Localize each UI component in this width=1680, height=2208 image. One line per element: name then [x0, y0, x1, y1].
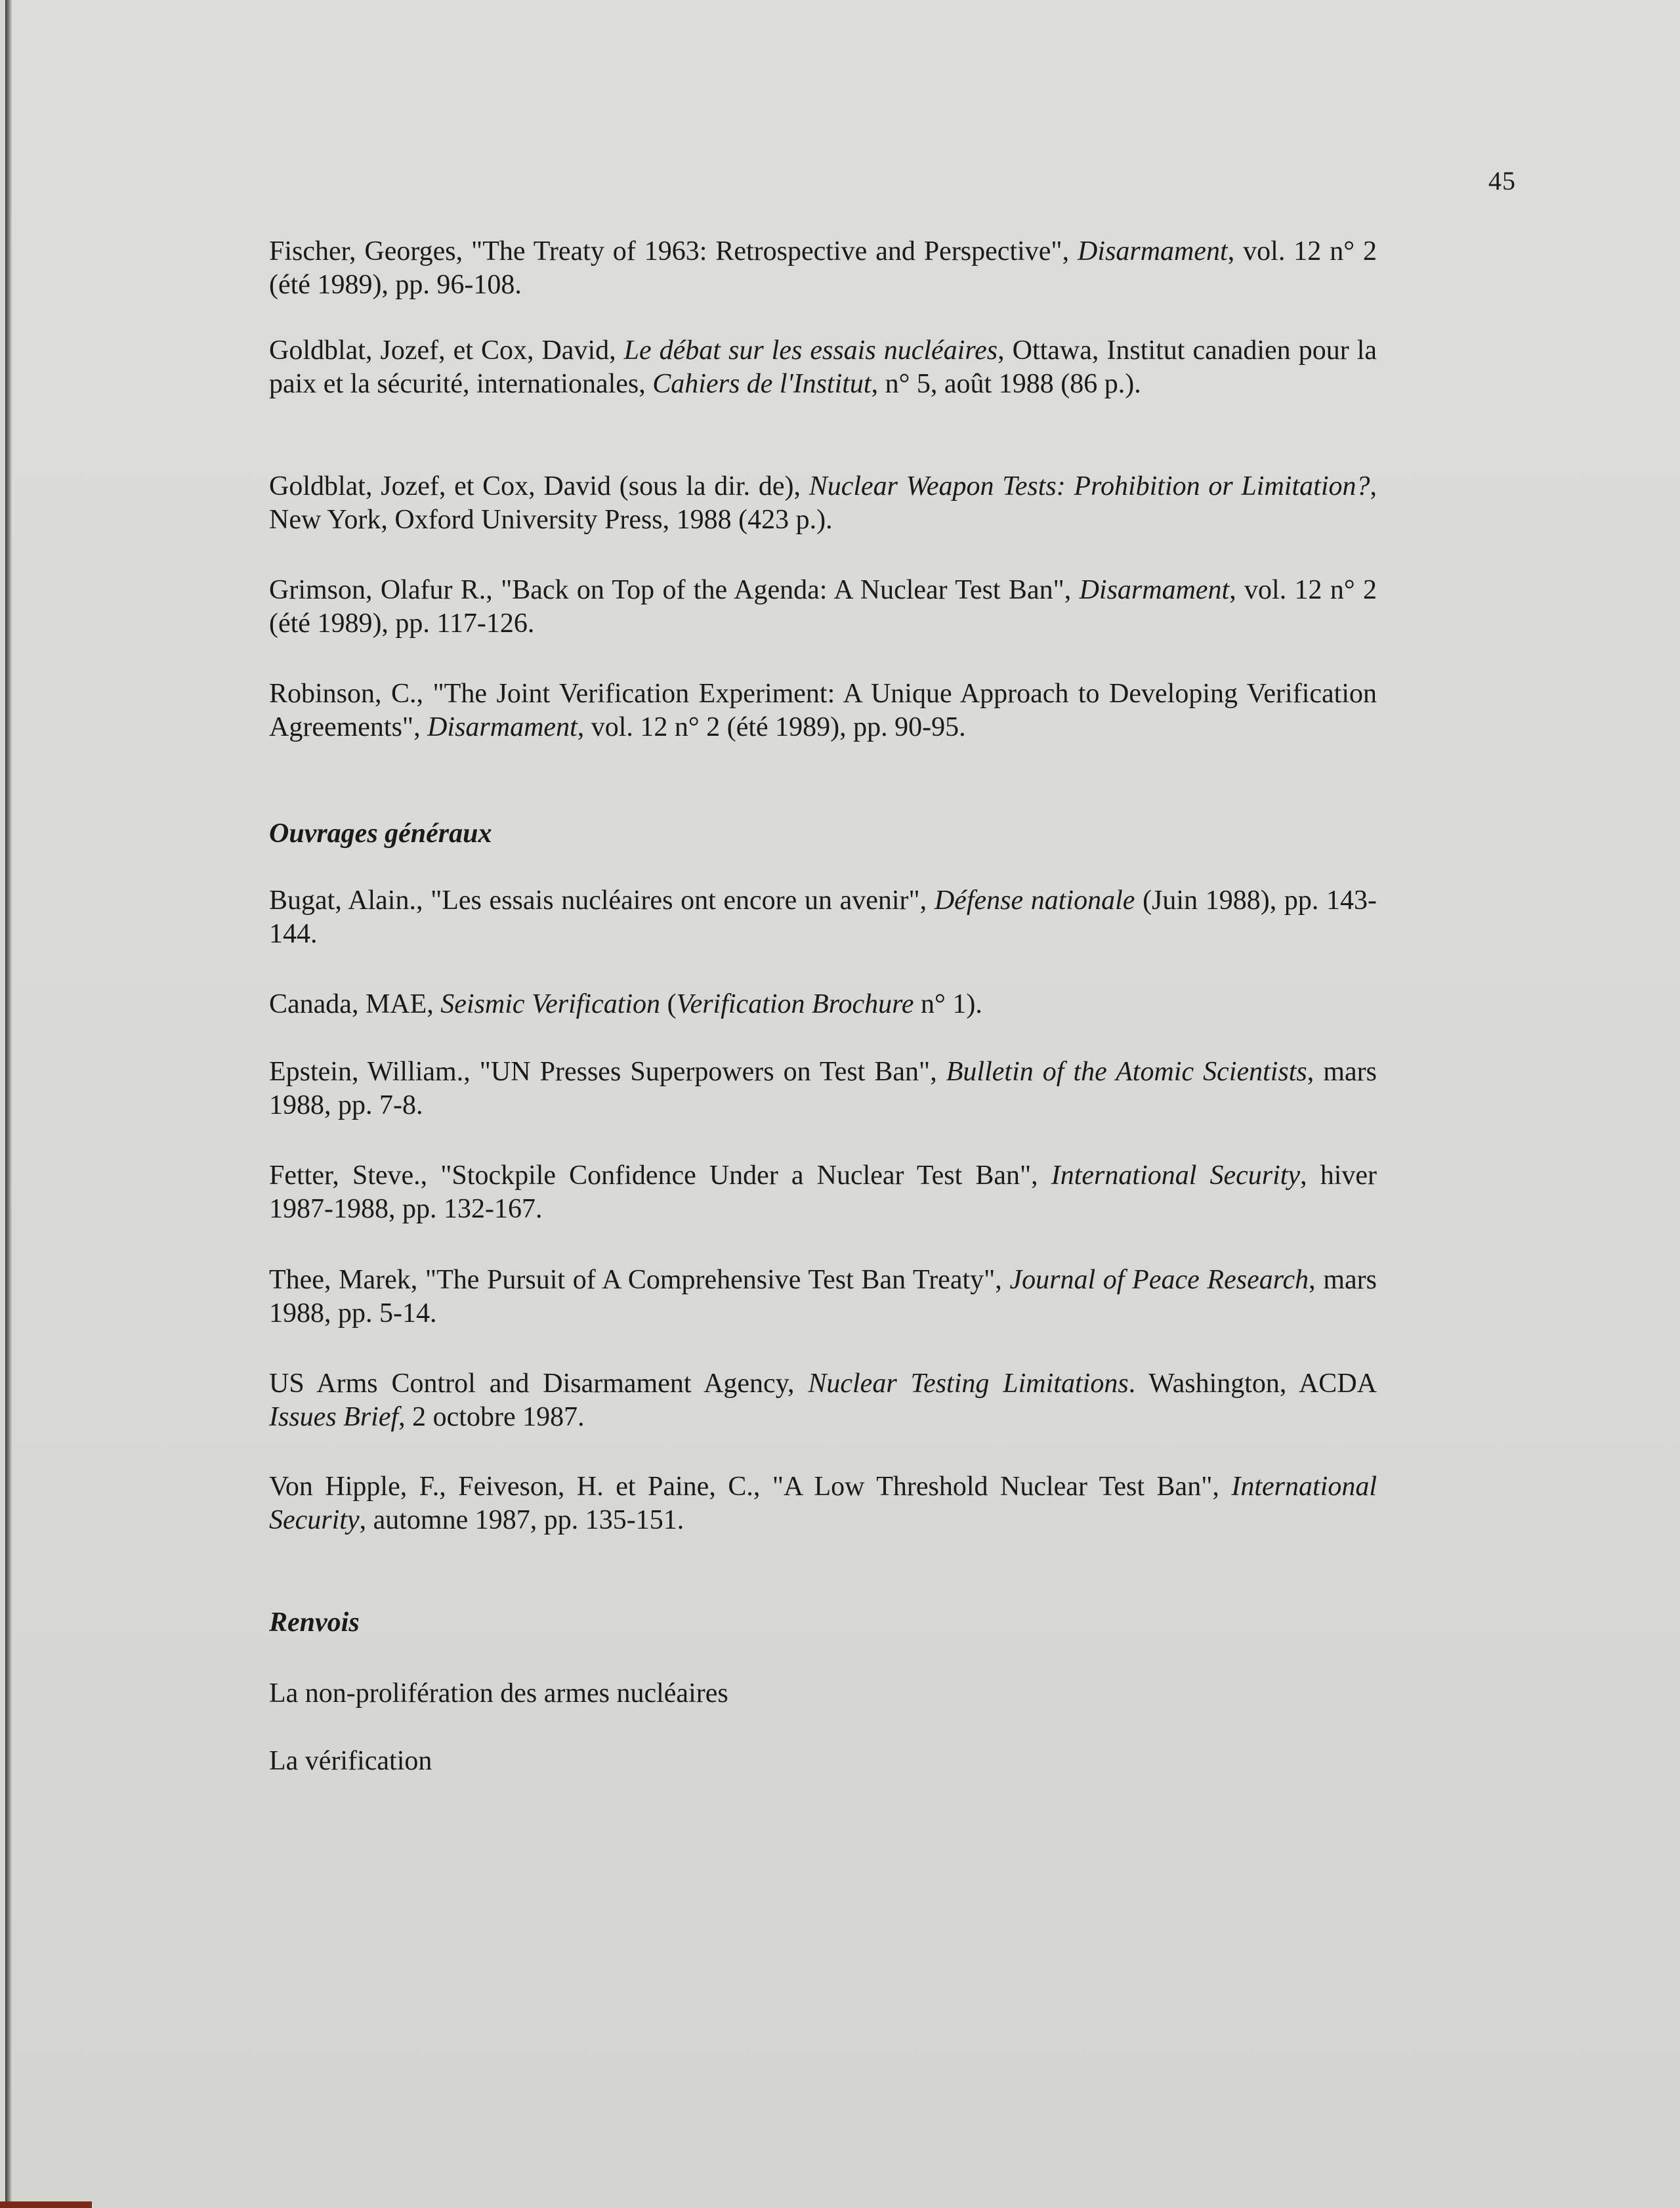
bibliography-entry: Thee, Marek, "The Pursuit of A Comprehensive Test Ban Treaty", Journal of Peace Research, mars 1988, pp. 5-14.: [269, 1265, 1377, 1328]
page-number: 45: [1488, 166, 1516, 196]
bibliography-entry: Fischer, Georges, "The Treaty of 1963: Retrospective and Perspective", Disarmament, vol. 12 n° 2 (été 1989), pp. 96-108.: [269, 236, 1377, 300]
section-heading-general: Ouvrages généraux: [269, 818, 492, 849]
bibliography-entry: Grimson, Olafur R., "Back on Top of the Agenda: A Nuclear Test Ban", Disarmament, vol. 12 n° 2 (été 1989), pp. 117-126.: [269, 575, 1377, 639]
bibliography-entry: Fetter, Steve., "Stockpile Confidence Under a Nuclear Test Ban", International Security, hiver 1987-1988, pp. 132-167.: [269, 1160, 1377, 1224]
page-binding-edge: [5, 0, 12, 2208]
section-heading-renvois: Renvois: [269, 1607, 360, 1638]
document-page: [5, 0, 1680, 2208]
bibliography-entry: Bugat, Alain., "Les essais nucléaires ont encore un avenir", Défense nationale (Juin 1988), pp. 143-144.: [269, 885, 1377, 949]
bibliography-entry: Von Hipple, F., Feiveson, H. et Paine, C., "A Low Threshold Nuclear Test Ban", International Security, automne 1987, pp. 135-151.: [269, 1472, 1377, 1535]
bibliography-entry: Goldblat, Jozef, et Cox, David, Le débat sur les essais nucléaires, Ottawa, Institut canadien pour la paix et la sécurité, internationales, Cahiers de l'Institut, n° 5, août 1988 (86 p.).: [269, 335, 1377, 399]
page-corner-mark: [0, 2201, 92, 2208]
bibliography-entry: Goldblat, Jozef, et Cox, David (sous la dir. de), Nuclear Weapon Tests: Prohibition or Limitation?, New York, Oxford University Press, 1988 (423 p.).: [269, 471, 1377, 535]
bibliography-entry: Canada, MAE, Seismic Verification (Verification Brochure n° 1).: [269, 989, 982, 1019]
cross-reference-item: La vérification: [269, 1746, 432, 1776]
bibliography-entry: Robinson, C., "The Joint Verification Experiment: A Unique Approach to Developing Verification Agreements", Disarmament, vol. 12 n° 2 (été 1989), pp. 90-95.: [269, 679, 1377, 742]
bibliography-entry: US Arms Control and Disarmament Agency, Nuclear Testing Limitations. Washington, ACDA Issues Brief, 2 octobre 1987.: [269, 1369, 1377, 1432]
bibliography-entry: Epstein, William., "UN Presses Superpowers on Test Ban", Bulletin of the Atomic Scientists, mars 1988, pp. 7-8.: [269, 1057, 1377, 1120]
cross-reference-item: La non-prolifération des armes nucléaires: [269, 1678, 728, 1709]
